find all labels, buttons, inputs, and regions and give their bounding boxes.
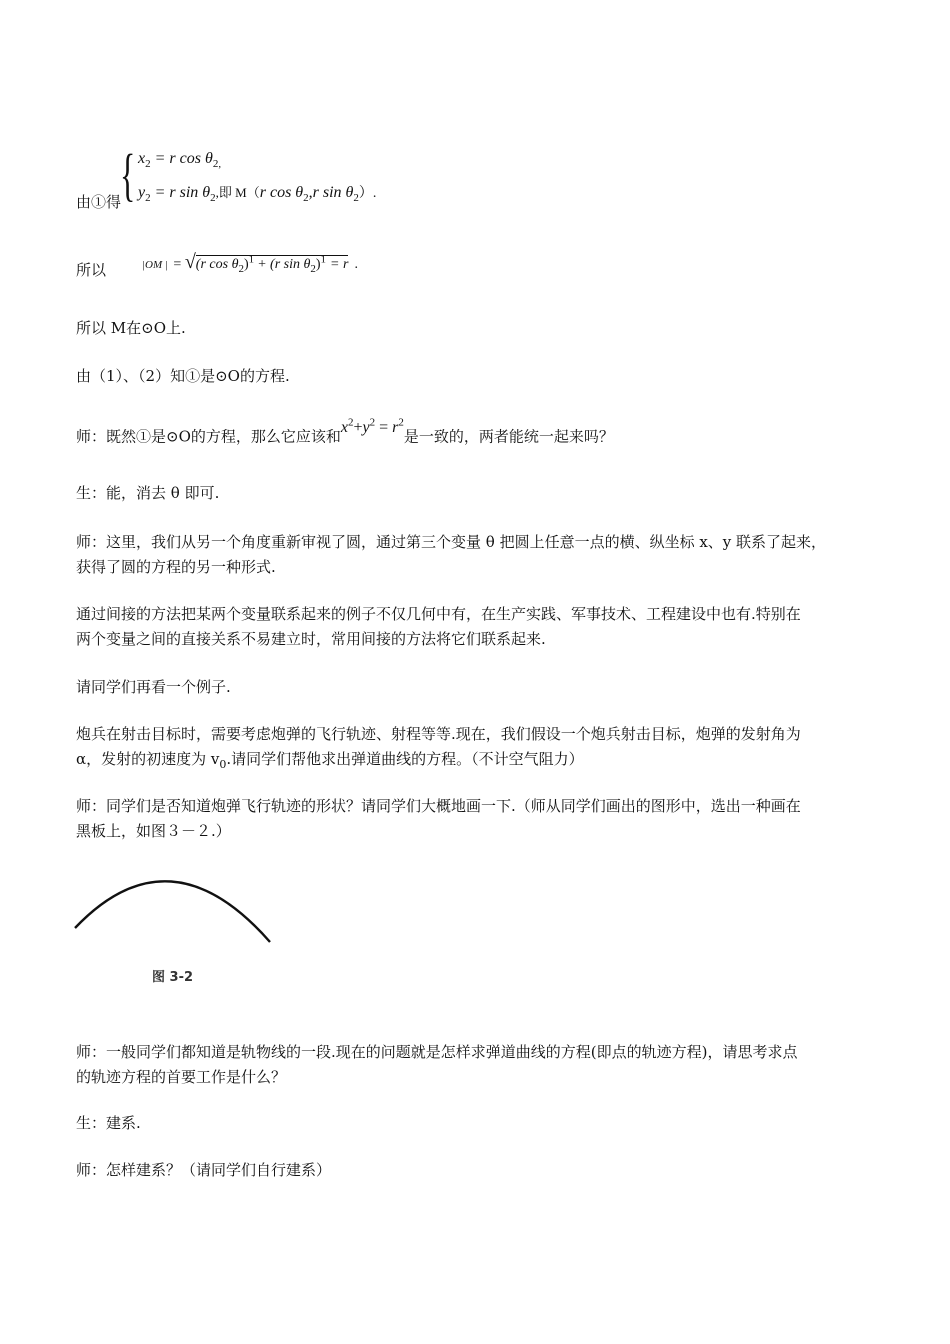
left-brace: { <box>120 142 136 207</box>
equation-line-2: $y_2 = r$ $\sin \theta_2$,即 M（r $\cos \theta_2,r$ $\sin \theta_2$）. <box>138 184 377 205</box>
trajectory-arc <box>75 881 270 942</box>
sqrt-sign: √ <box>184 251 196 273</box>
paragraph-parabola-2: 的轨迹方程的首要工作是什么？ <box>76 1068 287 1086</box>
paragraph-trajectory-2: 黑板上，如图３－２.） <box>76 822 231 840</box>
paragraph-student-answer-2: 生：建系. <box>76 1114 141 1132</box>
paragraph-m-on-circle: 所以 M在⊙O上. <box>76 319 186 337</box>
paragraph-teacher-explain-2: 获得了圆的方程的另一种形式. <box>76 558 276 576</box>
equation-system <box>76 142 476 215</box>
modulus-prefix: 所以 <box>76 261 107 279</box>
paragraph-teacher-question: 师：既然①是⊙O的方程，那么它应该和$x^2+y^2 = r^2$是一致的，两者能统一起来吗？ <box>76 417 614 446</box>
equation-line-1: $x_2 = r$ $\cos \theta_{2,}$ <box>138 150 222 171</box>
paragraph-artillery-1: 炮兵在射击目标时，需要考虑炮弹的飞行轨迹、射程等等.现在，我们假设一个炮兵射击目标，炮弹的发射角为 <box>76 725 801 743</box>
paragraph-teacher-explain-1: 师：这里，我们从另一个角度重新审视了圆，通过第三个变量 θ 把圆上任意一点的横、纵坐标 x、y 联系了起来， <box>76 533 827 551</box>
paragraph-artillery-2: α，发射的初速度为 $v_0$.请同学们帮他求出弹道曲线的方程。（不计空气阻力） <box>76 750 584 771</box>
paragraph-indirect-1: 通过间接的方法把某两个变量联系起来的例子不仅几何中有，在生产实践、军事技术、工程建设中也有.特别在 <box>76 605 801 623</box>
paragraph-teacher-question-2: 师：怎样建系？（请同学们自行建系） <box>76 1161 332 1179</box>
figure-caption: 图 3-2 <box>152 970 194 985</box>
paragraph-indirect-2: 两个变量之间的直接关系不易建立时，常用间接的方法将它们联系起来. <box>76 630 546 648</box>
equation-prefix: 由①得 <box>76 193 122 211</box>
paragraph-student-answer-1: 生：能，消去 θ 即可. <box>76 484 220 502</box>
modulus-equation: |OM | = √(r $\cos \theta_2)^1 + (r$ $\sin \theta_2)^1 = r$ . <box>142 251 358 275</box>
paragraph-conclusion: 由（1）、（2）知①是⊙O的方程. <box>76 367 290 385</box>
paragraph-trajectory-1: 师：同学们是否知道炮弹飞行轨迹的形状？请同学们大概地画一下.（师从同学们画出的图形中，选出一种画在 <box>76 797 801 815</box>
radicand: (r $\cos \theta_2)^1 + (r$ $\sin \theta_2)^1 = r$ <box>195 253 349 275</box>
paragraph-another-example: 请同学们再看一个例子. <box>76 678 231 696</box>
paragraph-parabola-1: 师：一般同学们都知道是轨物线的一段.现在的问题就是怎样求弹道曲线的方程(即点的轨迹方程)，请思考求点 <box>76 1043 798 1061</box>
